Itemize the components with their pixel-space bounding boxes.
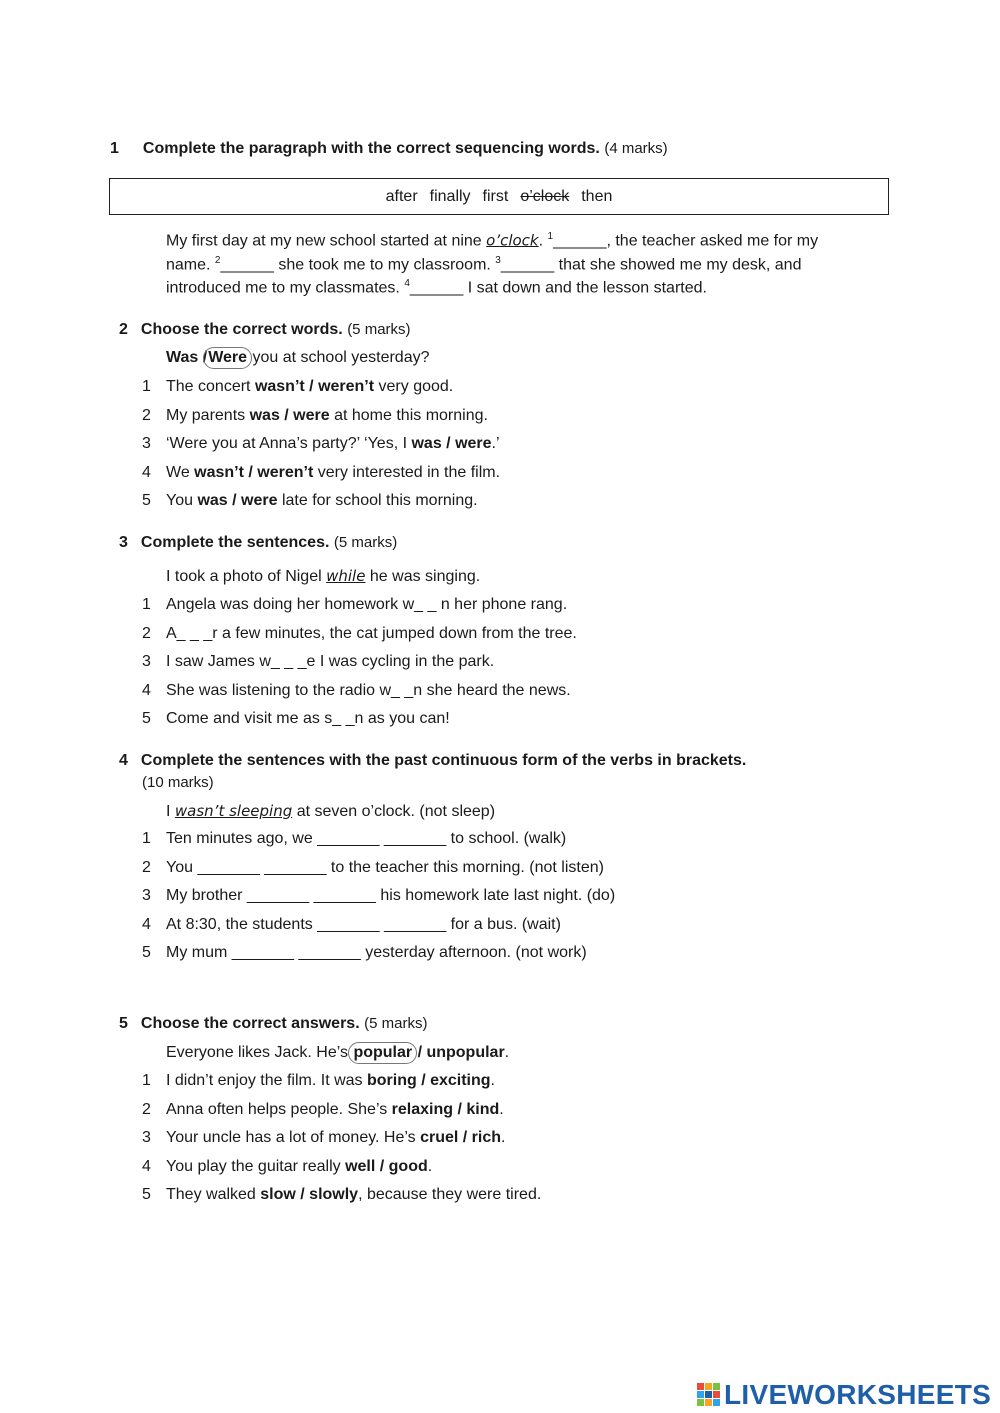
section4-marks: (10 marks) <box>142 774 214 791</box>
blank-2[interactable]: ______ she took me to my classroom. <box>220 256 496 274</box>
blank-4[interactable]: ______ I sat down and the lesson started. <box>409 279 707 297</box>
item-number: 3 <box>142 653 151 670</box>
answer-choice[interactable]: boring / exciting <box>366 1072 491 1089</box>
item-sentence[interactable]: Ten minutes ago, we _______ _______ to school. (walk) <box>166 830 567 847</box>
item-number: 5 <box>142 944 151 962</box>
item-number: 2 <box>142 1100 151 1118</box>
item-number: 3 <box>142 435 151 453</box>
answer-choice[interactable]: cruel / rich <box>420 1129 501 1147</box>
item-number: 4 <box>142 463 151 481</box>
item-sentence: You play the guitar really well / good. <box>166 1157 433 1175</box>
word-option[interactable]: first <box>482 187 509 205</box>
item-number: 3 <box>142 1129 151 1147</box>
item-sentence[interactable]: You _______ _______ to the teacher this morning. (not listen) <box>166 858 604 876</box>
blank-1[interactable]: ______, the teacher asked me for my <box>553 232 819 250</box>
section4-heading: 4 Complete the sentences with the past continuous form of the verbs in brackets. <box>119 752 747 769</box>
item-sentence: My parents was / were at home this morning. <box>166 406 488 424</box>
item-sentence[interactable]: Angela was doing her homework w_ _ n her phone rang. <box>166 596 568 613</box>
item-number: 5 <box>142 492 151 510</box>
item-sentence[interactable]: I saw James w_ _ _e I was cycling in the park. <box>166 653 495 670</box>
item-number: 3 <box>142 887 151 905</box>
item-sentence: I didn’t enjoy the film. It was boring / exciting. <box>166 1072 495 1089</box>
item-sentence[interactable]: My mum _______ _______ yesterday afternoon. (not work) <box>166 944 587 962</box>
item-sentence[interactable]: She was listening to the radio w_ _n she heard the news. <box>166 681 571 699</box>
item-sentence: Your uncle has a lot of money. He’s cruel / rich. <box>166 1129 506 1147</box>
paragraph-line-3: introduced me to my classmates. $^4$______ I sat down and the lesson started. <box>166 278 707 297</box>
item-number: 4 <box>142 1157 151 1175</box>
item-number: 4 <box>142 915 151 933</box>
item-sentence: You was / were late for school this morning. <box>166 492 478 510</box>
item-number: 4 <box>142 681 151 699</box>
section1-heading: 1 Complete the paragraph with the correct sequencing words. (4 marks) <box>110 140 668 157</box>
word-option-crossed: o’clock <box>520 187 570 205</box>
answer-choice[interactable]: well / good <box>345 1157 428 1175</box>
item-sentence[interactable]: At 8:30, the students _______ _______ for a bus. (wait) <box>166 915 561 933</box>
blank-3[interactable]: ______ that she showed me my desk, and <box>500 256 802 274</box>
word-box <box>109 178 889 215</box>
circled-answer: Were <box>203 347 252 369</box>
answer-choice[interactable]: was / were <box>249 406 330 424</box>
section3-example: I took a photo of Nigel while he was singing. <box>166 567 481 585</box>
answer-choice[interactable]: was / were <box>197 492 278 510</box>
item-number: 5 <box>142 1186 151 1204</box>
item-sentence[interactable]: A_ _ _r a few minutes, the cat jumped down from the tree. <box>166 624 577 642</box>
item-sentence: ‘Were you at Anna’s party?’ ‘Yes, I was / were.’ <box>166 435 500 453</box>
section2-heading: 2 Choose the correct words. (5 marks) <box>119 321 411 338</box>
answer-choice[interactable]: was / were <box>411 435 492 453</box>
logo-icon <box>696 1381 722 1409</box>
answer-choice[interactable]: wasn’t / weren’t <box>254 378 375 395</box>
section3-heading: 3 Complete the sentences. (5 marks) <box>119 534 398 551</box>
item-sentence: They walked slow / slowly, because they were tired. <box>166 1186 542 1204</box>
answer-choice[interactable]: relaxing / kind <box>391 1100 500 1118</box>
word-option[interactable]: after <box>385 187 418 205</box>
item-number: 1 <box>142 378 151 395</box>
item-number: 1 <box>142 596 151 613</box>
word-option[interactable]: then <box>581 187 613 205</box>
section2-example: Was /Were you at school yesterday? <box>166 349 429 367</box>
paragraph-line-2: name. $^2$______ she took me to my classroom. $^3$______ that she showed me my desk, and <box>166 255 802 274</box>
section5-heading: 5 Choose the correct answers. (5 marks) <box>119 1015 428 1032</box>
item-sentence[interactable]: Come and visit me as s_ _n as you can! <box>166 710 450 727</box>
item-sentence[interactable]: My brother _______ _______ his homework late last night. (do) <box>166 887 616 905</box>
item-number: 2 <box>142 624 151 642</box>
item-number: 1 <box>142 1072 151 1089</box>
item-sentence: The concert wasn’t / weren’t very good. <box>166 378 454 395</box>
item-number: 2 <box>142 858 151 876</box>
item-number: 2 <box>142 406 151 424</box>
item-number: 5 <box>142 710 151 727</box>
item-number: 1 <box>142 830 151 847</box>
word-option[interactable]: finally <box>429 187 471 205</box>
liveworksheets-logo: LIVEWORKSHEETS <box>696 1377 996 1411</box>
circled-answer: popular <box>348 1042 417 1064</box>
item-sentence: We wasn’t / weren’t very interested in the film. <box>166 463 501 481</box>
item-sentence: Anna often helps people. She’s relaxing / kind. <box>166 1100 504 1118</box>
section5-example: Everyone likes Jack. He’s popular / unpopular. <box>166 1044 509 1062</box>
answer-choice[interactable]: slow / slowly <box>260 1186 359 1204</box>
paragraph-line-1: My first day at my new school started at nine o’clock. $^1$______, the teacher asked me for my <box>166 231 819 250</box>
section4-example: I wasn’t sleeping at seven o’clock. (not sleep) <box>166 802 496 820</box>
answer-choice[interactable]: wasn’t / weren’t <box>194 463 314 481</box>
